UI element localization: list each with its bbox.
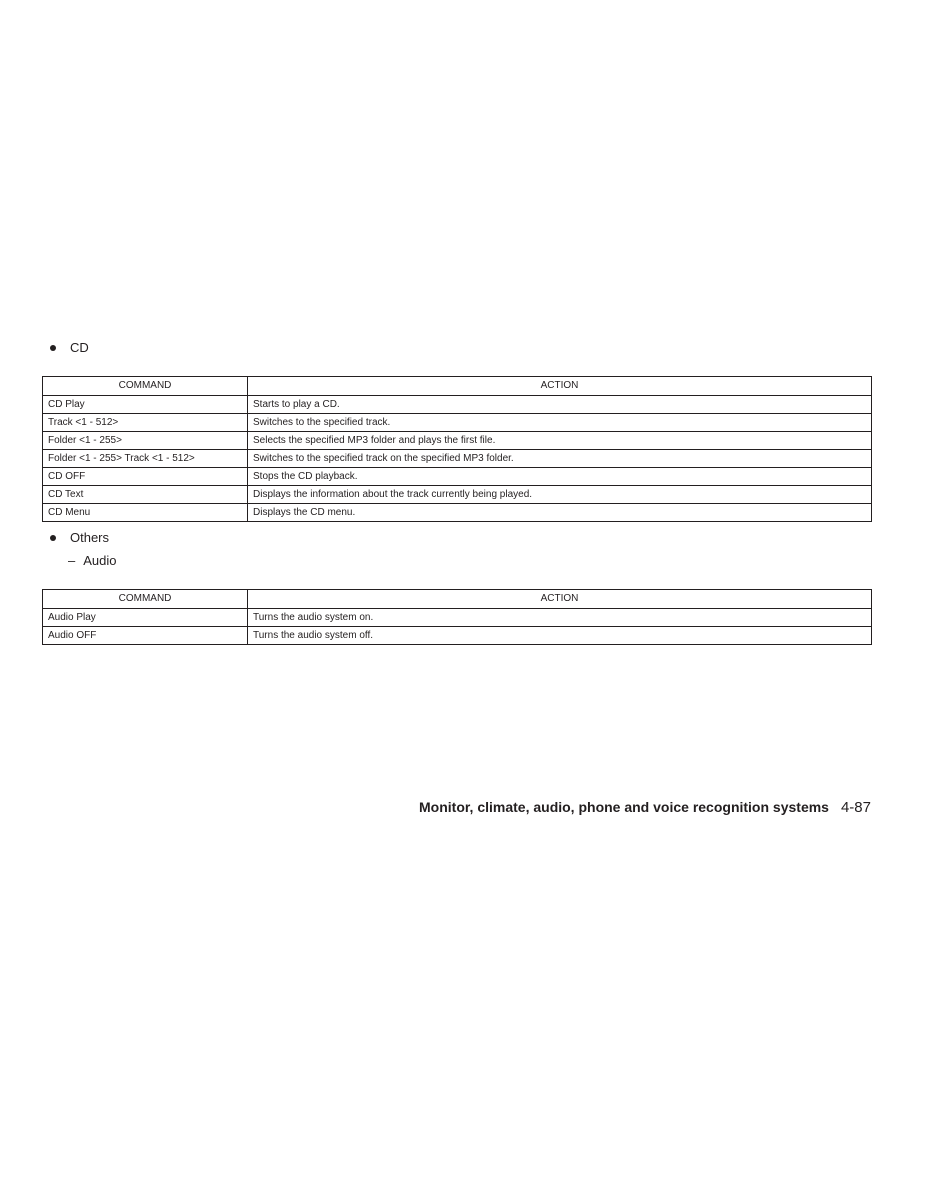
action-cell: Switches to the specified track. (248, 414, 872, 432)
table-row (43, 609, 872, 627)
bullet-icon (50, 535, 56, 541)
command-cell: Audio Play (43, 609, 248, 627)
footer-section-title: Monitor, climate, audio, phone and voice recognition systems (419, 799, 829, 815)
action-cell: Switches to the specified track on the specified MP3 folder. (248, 450, 872, 468)
action-cell: Stops the CD playback. (248, 468, 872, 486)
action-cell: Selects the specified MP3 folder and plays the first file. (248, 432, 872, 450)
column-header-command: COMMAND (43, 377, 248, 396)
table-header-row (43, 590, 872, 609)
others-heading-label: Others (70, 530, 110, 545)
command-cell: Audio OFF (43, 627, 248, 645)
table-row (43, 486, 872, 504)
table-row (43, 468, 872, 486)
command-cell: CD Text (43, 486, 248, 504)
audio-subheading (68, 553, 116, 569)
column-header-action: ACTION (248, 377, 872, 396)
page-footer (419, 798, 871, 817)
action-cell: Starts to play a CD. (248, 396, 872, 414)
action-cell: Turns the audio system off. (248, 627, 872, 645)
action-cell: Displays the CD menu. (248, 504, 872, 522)
column-header-command: COMMAND (43, 590, 248, 609)
action-cell: Displays the information about the track currently being played. (248, 486, 872, 504)
action-cell: Turns the audio system on. (248, 609, 872, 627)
table-row (43, 432, 872, 450)
cd-command-table (42, 376, 872, 522)
others-heading (48, 530, 109, 546)
command-cell: CD Play (43, 396, 248, 414)
command-cell: Track <1 - 512> (43, 414, 248, 432)
page-number: 4-87 (840, 799, 871, 816)
command-cell: Folder <1 - 255> (43, 432, 248, 450)
cd-heading (48, 340, 89, 356)
column-header-action: ACTION (248, 590, 872, 609)
table-row (43, 450, 872, 468)
command-cell: CD Menu (43, 504, 248, 522)
table-row (43, 627, 872, 645)
audio-command-table (42, 589, 872, 645)
table-row (43, 504, 872, 522)
command-cell: CD OFF (43, 468, 248, 486)
table-header-row (43, 377, 872, 396)
dash-marker: – (68, 553, 76, 568)
table-row (43, 396, 872, 414)
audio-subheading-label: Audio (83, 553, 117, 568)
command-cell: Folder <1 - 255> Track <1 - 512> (43, 450, 248, 468)
bullet-icon (50, 345, 56, 351)
table-row (43, 414, 872, 432)
cd-heading-label: CD (70, 340, 89, 355)
